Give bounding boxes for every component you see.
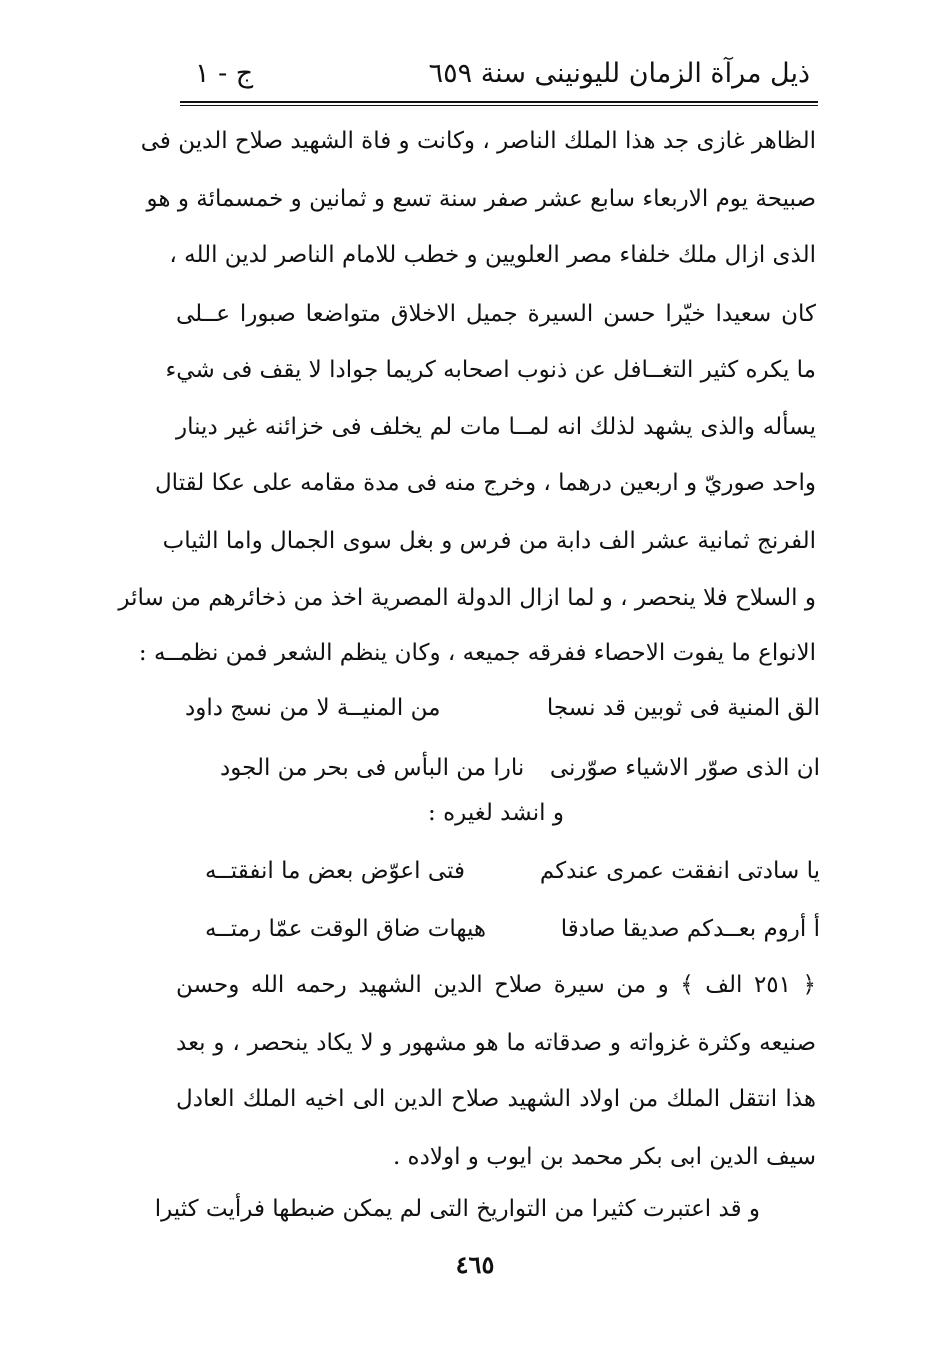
poem-intro: و انشد لغيره : xyxy=(428,800,564,826)
page-number: ٤٦٥ xyxy=(455,1250,495,1279)
text-line: الانواع ما يفوت الاحصاء ففرقه جميعه ، وكان ينظم الشعر فمن نظمــه : xyxy=(138,640,816,666)
verse-hemistich-second: فتى اعوّض بعض ما انفقتــه xyxy=(205,858,465,884)
text-line: و قد اعتبرت كثيرا من التواريخ التى لم يمكن ضبطها فرأيت كثيرا xyxy=(154,1196,760,1222)
text-line: الظاهر غازى جد هذا الملك الناصر ، وكانت و فاة الشهيد صلاح الدين فى xyxy=(140,128,816,154)
running-header-volume: ج - ١ xyxy=(195,58,254,89)
text-line: و السلاح فلا ينحصر ، و لما ازال الدولة المصرية اخذ من ذخائرهم من سائر xyxy=(118,585,816,611)
text-line: ﴿ ٢٥١ الف ﴾ و من سيرة صلاح الدين الشهيد رحمه الله وحسن xyxy=(176,972,816,998)
text-line: الذى ازال ملك خلفاء مصر العلويين و خطب للامام الناصر لدين الله ، xyxy=(169,242,816,268)
text-line: واحد صوريّ و اربعين درهما ، وخرج منه فى مدة مقامه على عكا لقتال xyxy=(154,470,816,496)
verse-hemistich-second: من المنيــة لا من نسج داود xyxy=(185,695,441,721)
verse-hemistich-first: الق المنية فى ثوبين قد نسجا xyxy=(546,695,820,721)
verse-hemistich-second: نارا من البأس فى بحر من الجود xyxy=(220,755,525,781)
text-line: سيف الدين ابى بكر محمد بن ايوب و اولاده . xyxy=(392,1144,816,1170)
verse-hemistich-first: يا سادتى انفقت عمرى عندكم xyxy=(539,858,820,884)
text-line: صبيحة يوم الاربعاء سابع عشر صفر سنة تسع و ثمانين و خمسمائة و هو xyxy=(146,186,816,212)
text-line: هذا انتقل الملك من اولاد الشهيد صلاح الدين الى اخيه الملك العادل xyxy=(176,1086,816,1112)
header-rule xyxy=(180,101,818,103)
text-line: الفرنج ثمانية عشر الف دابة من فرس و بغل سوى الجمال واما الثياب xyxy=(162,528,816,554)
text-line: يسأله والذى يشهد لذلك انه لمــا مات لم يخلف فى خزائنه غير دينار xyxy=(176,414,816,440)
running-header-title: ذيل مرآة الزمان لليونينى سنة ٦٥٩ xyxy=(428,58,810,89)
text-line: كان سعيدا خيّرا حسن السيرة جميل الاخلاق متواضعا صبورا عــلى xyxy=(176,301,816,327)
text-line: صنيعه وكثرة غزواته و صدقاته ما هو مشهور و لا يكاد ينحصر ، و بعد xyxy=(176,1030,816,1056)
verse-hemistich-second: هيهات ضاق الوقت عمّا رمتــه xyxy=(205,916,487,942)
text-line: ما يكره كثير التغــافل عن ذنوب اصحابه كريما جوادا لا يقف فى شيء xyxy=(165,357,816,383)
header-rule-thin xyxy=(180,105,818,106)
verse-hemistich-first: أ أروم بعــدكم صديقا صادقا xyxy=(560,916,820,942)
verse-hemistich-first: ان الذى صوّر الاشياء صوّرنى xyxy=(549,755,820,781)
